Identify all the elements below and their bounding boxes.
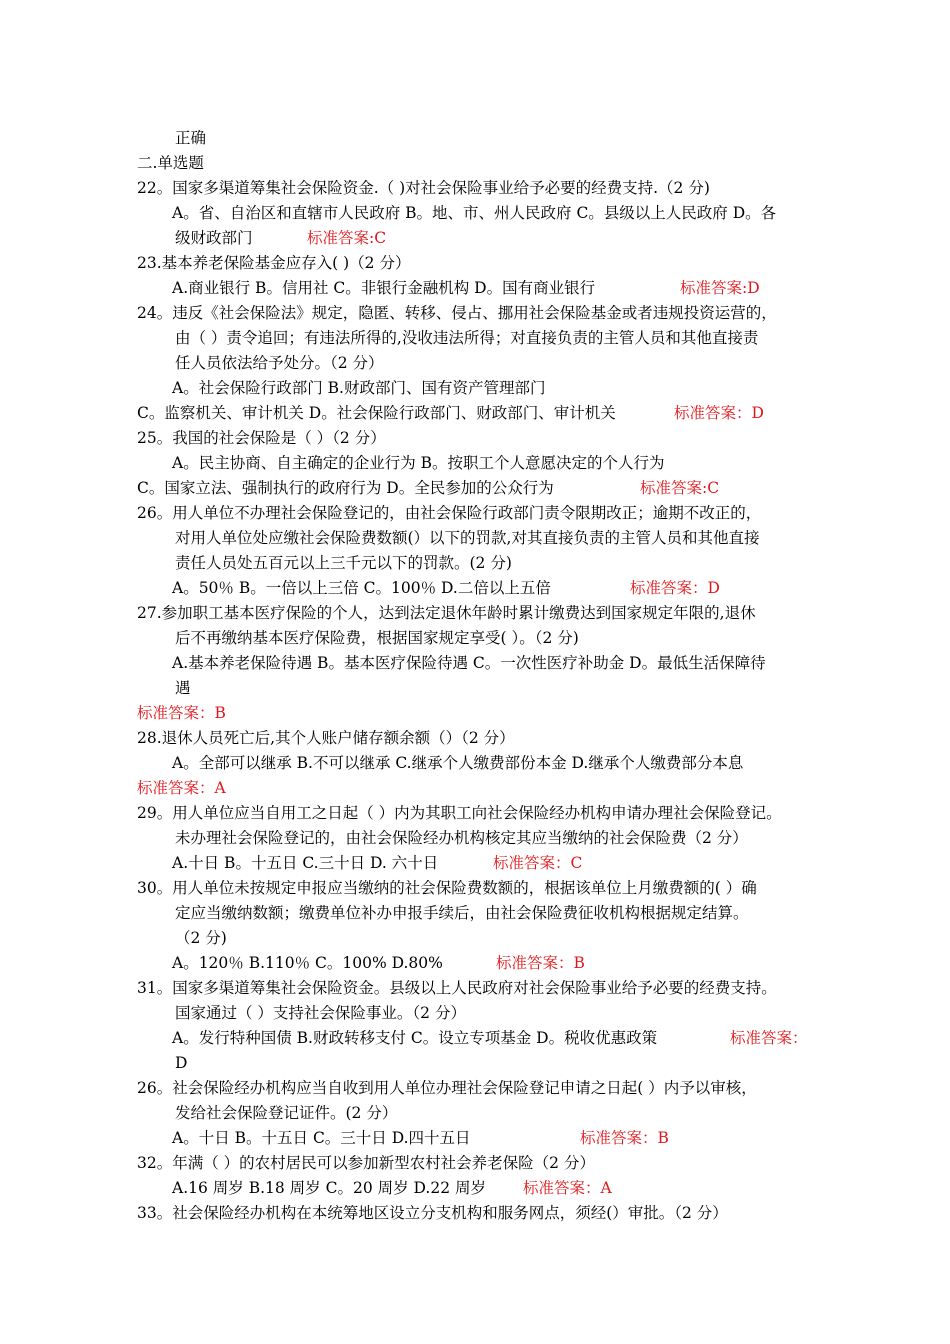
options-line: A.16 周岁 B.18 周岁 C。20 周岁 D.22 周岁 xyxy=(172,1179,486,1197)
options-line: A。全部可以继承 B.不可以继承 C.继承个人缴费部份本金 D.继承个人缴费部分本息 xyxy=(172,754,744,772)
standard-answer: 标准答案：A xyxy=(523,1179,612,1197)
options-line: C。国家立法、强制执行的政府行为 D。全民参加的公众行为 xyxy=(137,479,554,497)
question-25: 25。我国的社会保险是（ ）（2 分） xyxy=(137,429,386,447)
question-23: 23.基本养老保险基金应存入( )（2 分） xyxy=(137,254,411,272)
question-continuation: 未办理社会保险登记的，由社会保险经办机构核定其应当缴纳的社会保险费（2 分） xyxy=(175,829,748,847)
standard-answer: 标准答案：A xyxy=(137,779,226,797)
question-continuation: 国家通过（ ）支持社会保险事业。（2 分） xyxy=(175,1004,466,1022)
answer-continuation: D xyxy=(175,1054,188,1072)
question-continuation: 后不再缴纳基本医疗保险费，根据国家规定享受( ）。（2 分) xyxy=(175,629,579,647)
options-line: A.十日 B。十五日 C.三十日 D. 六十日 xyxy=(172,854,439,872)
options-line: A。社会保险行政部门 B.财政部门、国有资产管理部门 xyxy=(172,379,546,397)
options-line: A。省、自治区和直辖市人民政府 B。地、市、州人民政府 C。县级以上人民政府 D。各 xyxy=(172,204,777,222)
options-line: A。50％ B。一倍以上三倍 C。100％ D.二倍以上五倍 xyxy=(172,579,551,597)
question-27: 27.参加职工基本医疗保险的个人，达到法定退休年龄时累计缴费达到国家规定年限的,退休 xyxy=(137,604,756,622)
question-33: 33。社会保险经办机构在本统筹地区设立分支机构和服务网点，须经(）审批。（2 分） xyxy=(137,1204,728,1222)
standard-answer: 标准答案:D xyxy=(680,279,760,297)
question-31: 31。国家多渠道筹集社会保险资金。县级以上人民政府对社会保险事业给予必要的经费支持。 xyxy=(137,979,777,997)
standard-answer: 标准答案： xyxy=(730,1029,808,1047)
standard-answer: 标准答案：D xyxy=(630,579,720,597)
options-line: 遇 xyxy=(175,679,191,697)
standard-answer: 标准答案：B xyxy=(496,954,585,972)
question-30: 30。用人单位未按规定申报应当缴纳的社会保险费数额的，根据该单位上月缴费额的( ）确 xyxy=(137,879,757,897)
standard-answer: 标准答案：C xyxy=(493,854,583,872)
standard-answer: 标准答案:C xyxy=(307,229,387,247)
question-28: 28.退休人员死亡后,其个人账户储存额余额（）（2 分） xyxy=(137,729,515,747)
options-line: A。十日 B。十五日 C。三十日 D.四十五日 xyxy=(172,1129,471,1147)
options-line: A。民主协商、自主确定的企业行为 B。按职工个人意愿决定的个人行为 xyxy=(172,454,665,472)
options-line: A。120％ B.110％ C。100% D.80% xyxy=(172,954,443,972)
standard-answer: 标准答案:C xyxy=(640,479,720,497)
question-24: 24。违反《社会保险法》规定，隐匿、转移、侵占、挪用社会保险基金或者违规投资运营的， xyxy=(137,304,777,322)
text-line: 正确 xyxy=(175,129,207,147)
question-continuation: 对用人单位处应缴社会保险费数额(）以下的罚款,对其直接负责的主管人员和其他直接 xyxy=(175,529,760,547)
section-heading: 二.单选题 xyxy=(137,154,204,172)
question-continuation: 由（ ）责令追回；有违法所得的,没收违法所得；对直接负责的主管人员和其他直接责 xyxy=(175,329,759,347)
question-32: 32。年满（ ）的农村居民可以参加新型农村社会养老保险（2 分） xyxy=(137,1154,595,1172)
question-29: 29。用人单位应当自用工之日起（ ）内为其职工向社会保险经办机构申请办理社会保险登记。 xyxy=(137,804,782,822)
standard-answer: 标准答案：B xyxy=(580,1129,669,1147)
question-26: 26。用人单位不办理社会保险登记的，由社会保险行政部门责令限期改正；逾期不改正的， xyxy=(137,504,762,522)
options-line: A.商业银行 B。信用社 C。非银行金融机构 D。国有商业银行 xyxy=(172,279,596,297)
question-continuation: 责任人员处五百元以上三千元以下的罚款。(2 分) xyxy=(175,554,512,572)
options-line: A.基本养老保险待遇 B。基本医疗保险待遇 C。一次性医疗补助金 D。最低生活保障待 xyxy=(172,654,766,672)
question-continuation: 定应当缴纳数额；缴费单位补办申报手续后，由社会保险费征收机构根据规定结算。 xyxy=(175,904,749,922)
options-line: C。监察机关、审计机关 D。社会保险行政部门、财政部门、审计机关 xyxy=(137,404,616,422)
question-22: 22。国家多渠道筹集社会保险资金.（ )对社会保险事业给予必要的经费支持.（2 分) xyxy=(137,179,710,197)
question-continuation: （2 分) xyxy=(175,929,227,947)
options-line: 级财政部门 xyxy=(175,229,253,247)
options-line: A。发行特种国债 B.财政转移支付 C。设立专项基金 D。税收优惠政策 xyxy=(172,1029,658,1047)
standard-answer: 标准答案：B xyxy=(137,704,226,722)
question-continuation: 任人员依法给予处分。（2 分） xyxy=(175,354,384,372)
question-continuation: 发给社会保险登记证件。(2 分） xyxy=(175,1104,398,1122)
standard-answer: 标准答案：D xyxy=(674,404,764,422)
question-26-b: 26。社会保险经办机构应当自收到用人单位办理社会保险登记申请之日起( ）内予以审核， xyxy=(137,1079,757,1097)
